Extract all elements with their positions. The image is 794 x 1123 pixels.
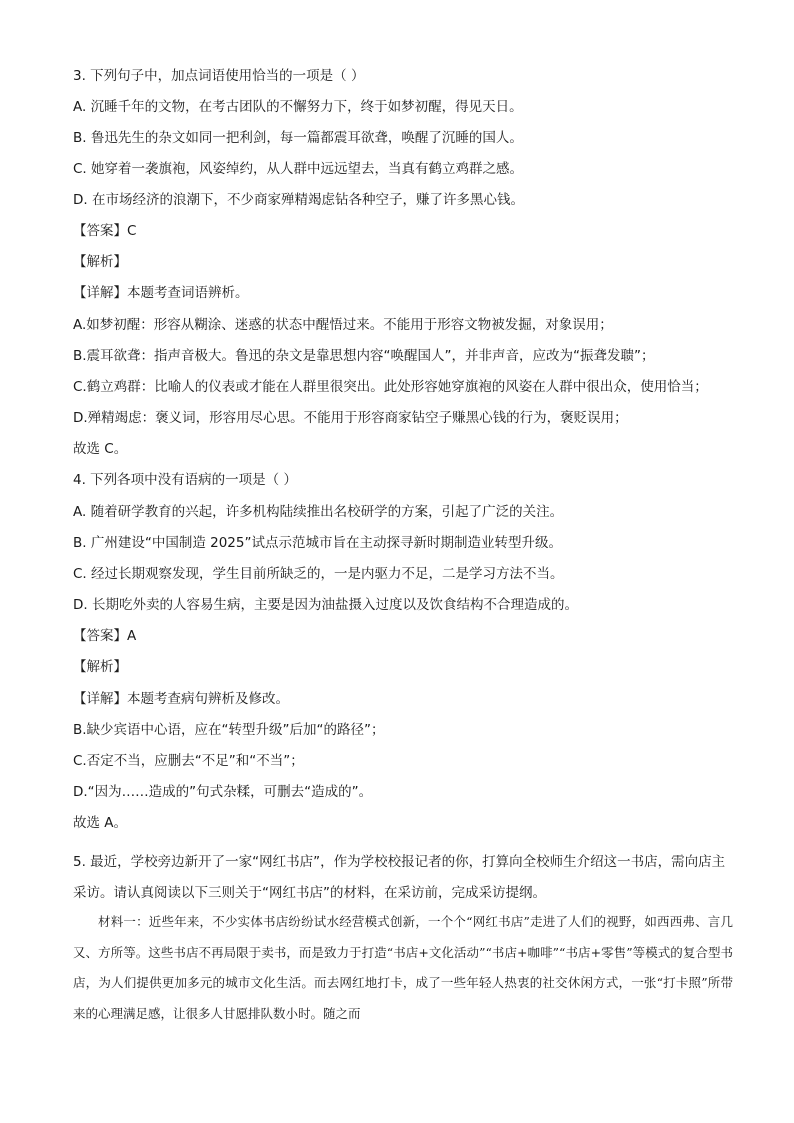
question-4-option-b: B. 广州建设“中国制造 2025”试点示范城市旨在主动探寻新时期制造业转型升级。 [73,535,562,551]
question-5-stem: 5. 最近，学校旁边新开了一家“网红书店”，作为学校校报记者的你，打算向全校师生介绍这一书店，需向店主采访。请认真阅读以下三则关于“网红书店”的材料，在采访前，完成采访提纲。 [73,854,726,901]
question-5-material-1: 材料一：近些年来，不少实体书店纷纷试水经营模式创新，一个个“网红书店”走进了人们的视野，如西西弗、言几又、方所等。这些书店不再局限于卖书，而是致力于打造“书店+文化活动”“书店+咖啡”“书店+零售”等模式的复合型书店，为人们提供更加多元的城市文化生活。而去网红地打卡，成了一些年轻人热衷的社交休闲方式，一张“打卡照”所带来的心理满足感，让很多人甘愿排队数小时。随之而 [73,914,733,1021]
question-3-conclusion: 故选 C。 [73,441,128,457]
question-3-option-a: A. 沉睡千年的文物，在考古团队的不懈努力下，终于如梦初醒，得见天日。 [73,99,523,115]
question-3-detail: 【详解】本题考查词语辨析。 [73,285,249,301]
question-4-explanation-c: C.否定不当，应删去“不足”和“不当”； [73,753,304,769]
question-3-explanation-d: D.殚精竭虑：褒义词，形容用尽心思。不能用于形容商家钻空子赚黑心钱的行为，褒贬误用； [73,410,628,426]
question-4-conclusion: 故选 A。 [73,815,128,831]
question-3-option-d: D. 在市场经济的浪潮下，不少商家殚精竭虑钻各种空子，赚了许多黑心钱。 [73,192,524,208]
question-3-answer: 【答案】C [73,223,137,239]
question-4-explanation-b: B.缺少宾语中心语，应在“转型升级”后加“的路径”； [73,722,385,738]
question-3-explanation-b: B.震耳欲聋：指声音极大。鲁迅的杂文是靠思想内容“唤醒国人”，并非声音，应改为“振聋发聩”； [73,348,655,364]
question-4-stem: 4. 下列各项中没有语病的一项是（ ） [73,472,297,488]
question-3-explanation-c: C.鹤立鸡群：比喻人的仪表或才能在人群里很突出。此处形容她穿旗袍的风姿在人群中很出众，使用恰当； [73,379,708,395]
question-3-stem: 3. 下列句子中，加点词语使用恰当的一项是（ ） [73,68,365,84]
question-3-option-c: C. 她穿着一袭旗袍，风姿绰约，从人群中远远望去，当真有鹤立鸡群之感。 [73,161,524,177]
question-4-option-a: A. 随着研学教育的兴起，许多机构陆续推出名校研学的方案，引起了广泛的关注。 [73,504,564,520]
question-4-option-c: C. 经过长期观察发现，学生目前所缺乏的，一是内驱力不足，二是学习方法不当。 [73,566,564,582]
question-4-option-d: D. 长期吃外卖的人容易生病，主要是因为油盐摄入过度以及饮食结构不合理造成的。 [73,597,578,613]
question-3-analysis-label: 【解析】 [73,254,127,270]
question-3-option-b: B. 鲁迅先生的杂文如同一把利剑，每一篇都震耳欲聋，唤醒了沉睡的国人。 [73,130,523,146]
question-4-detail: 【详解】本题考查病句辨析及修改。 [73,691,289,707]
question-3-explanation-a: A.如梦初醒：形容从糊涂、迷惑的状态中醒悟过来。不能用于形容文物被发掘，对象误用； [73,317,613,333]
question-4-analysis-label: 【解析】 [73,659,127,675]
question-4-answer: 【答案】A [73,628,137,644]
question-4-explanation-d: D.“因为……造成的”句式杂糅，可删去“造成的”。 [73,784,373,800]
